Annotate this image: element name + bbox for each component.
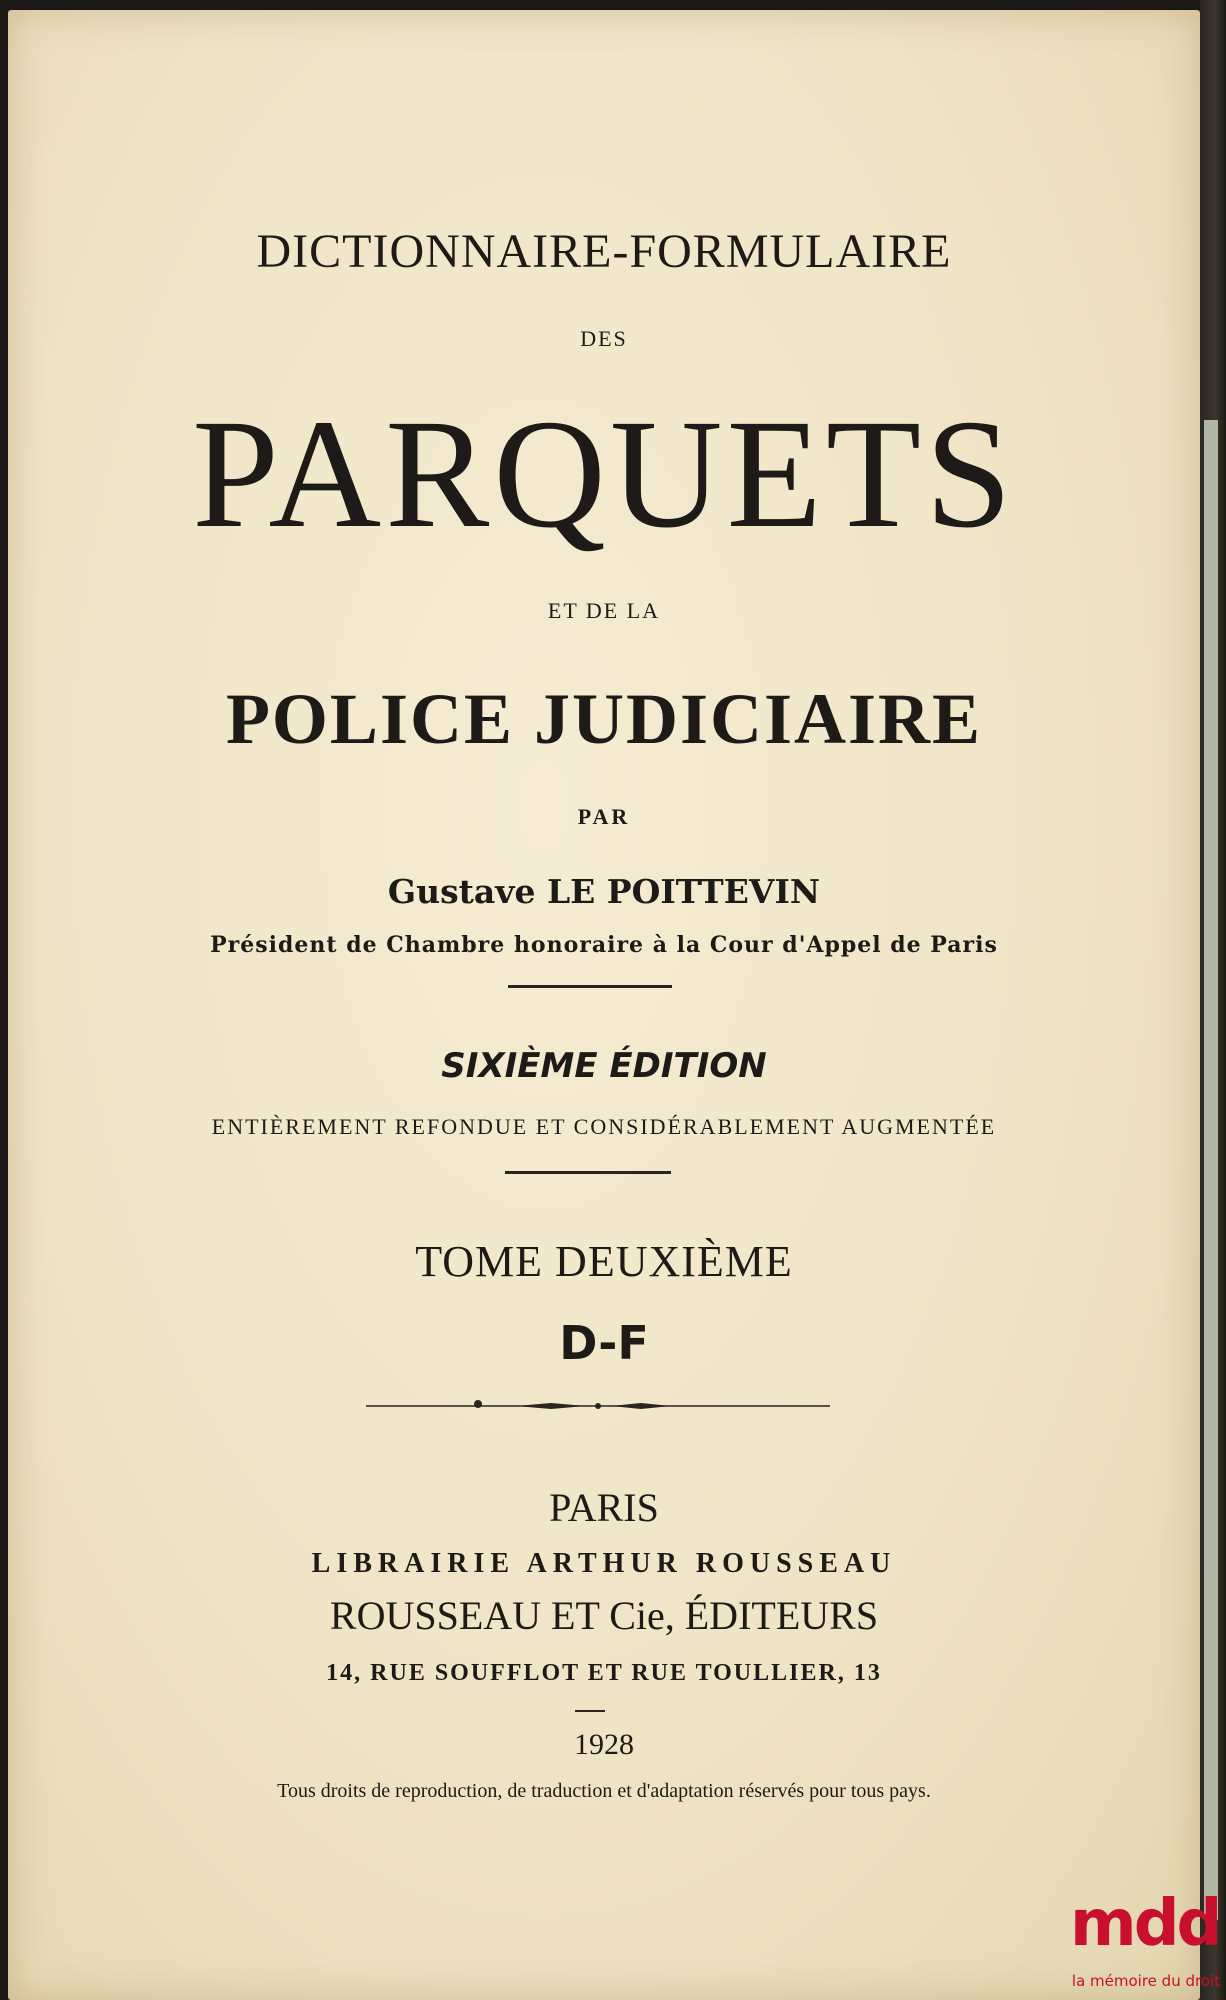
title-page [8,10,1200,2000]
mdd-logo-tagline: la mémoire du droit [1071,1972,1221,1990]
author-role: Président de Chambre honoraire à la Cour d'Appel de Paris [210,932,998,958]
divider-rule [505,1171,671,1174]
edition-label: SIXIÈME ÉDITION [441,1046,767,1086]
ornamental-rule [366,1398,830,1414]
title-line-dictionnaire: DICTIONNAIRE-FORMULAIRE [256,225,952,278]
imprint-bookshop: LIBRAIRIE ARTHUR ROUSSEAU [311,1548,897,1579]
mdd-logo-mark: mdd [1070,1887,1220,1961]
title-line-police-judiciaire: POLICE JUDICIAIRE [225,679,983,759]
imprint-city: PARIS [549,1485,659,1530]
byline-par: PAR [577,804,631,829]
page-edge [1204,420,1218,1920]
volume-letters: D-F [559,1316,649,1370]
edition-note: ENTIÈREMENT REFONDUE ET CONSIDÉRABLEMENT AUGMENTÉE [211,1114,997,1139]
imprint-year: 1928 [574,1728,634,1761]
imprint-address: 14, RUE SOUFFLOT ET RUE TOULLIER, 13 [326,1660,882,1686]
title-line-des: DES [580,326,628,351]
divider-rule [508,985,672,988]
volume-label: TOME DEUXIÈME [415,1237,793,1286]
divider-rule [575,1710,605,1712]
rights-notice: Tous droits de reproduction, de traduction et d'adaptation réservés pour tous pays. [277,1780,931,1802]
title-line-parquets: PARQUETS [192,387,1016,560]
title-line-et-de-la: ET DE LA [547,598,661,623]
author-name: Gustave LE POITTEVIN [387,872,821,911]
imprint-publisher: ROUSSEAU ET Cie, ÉDITEURS [329,1593,879,1638]
mdd-logo [1066,1887,1226,2000]
